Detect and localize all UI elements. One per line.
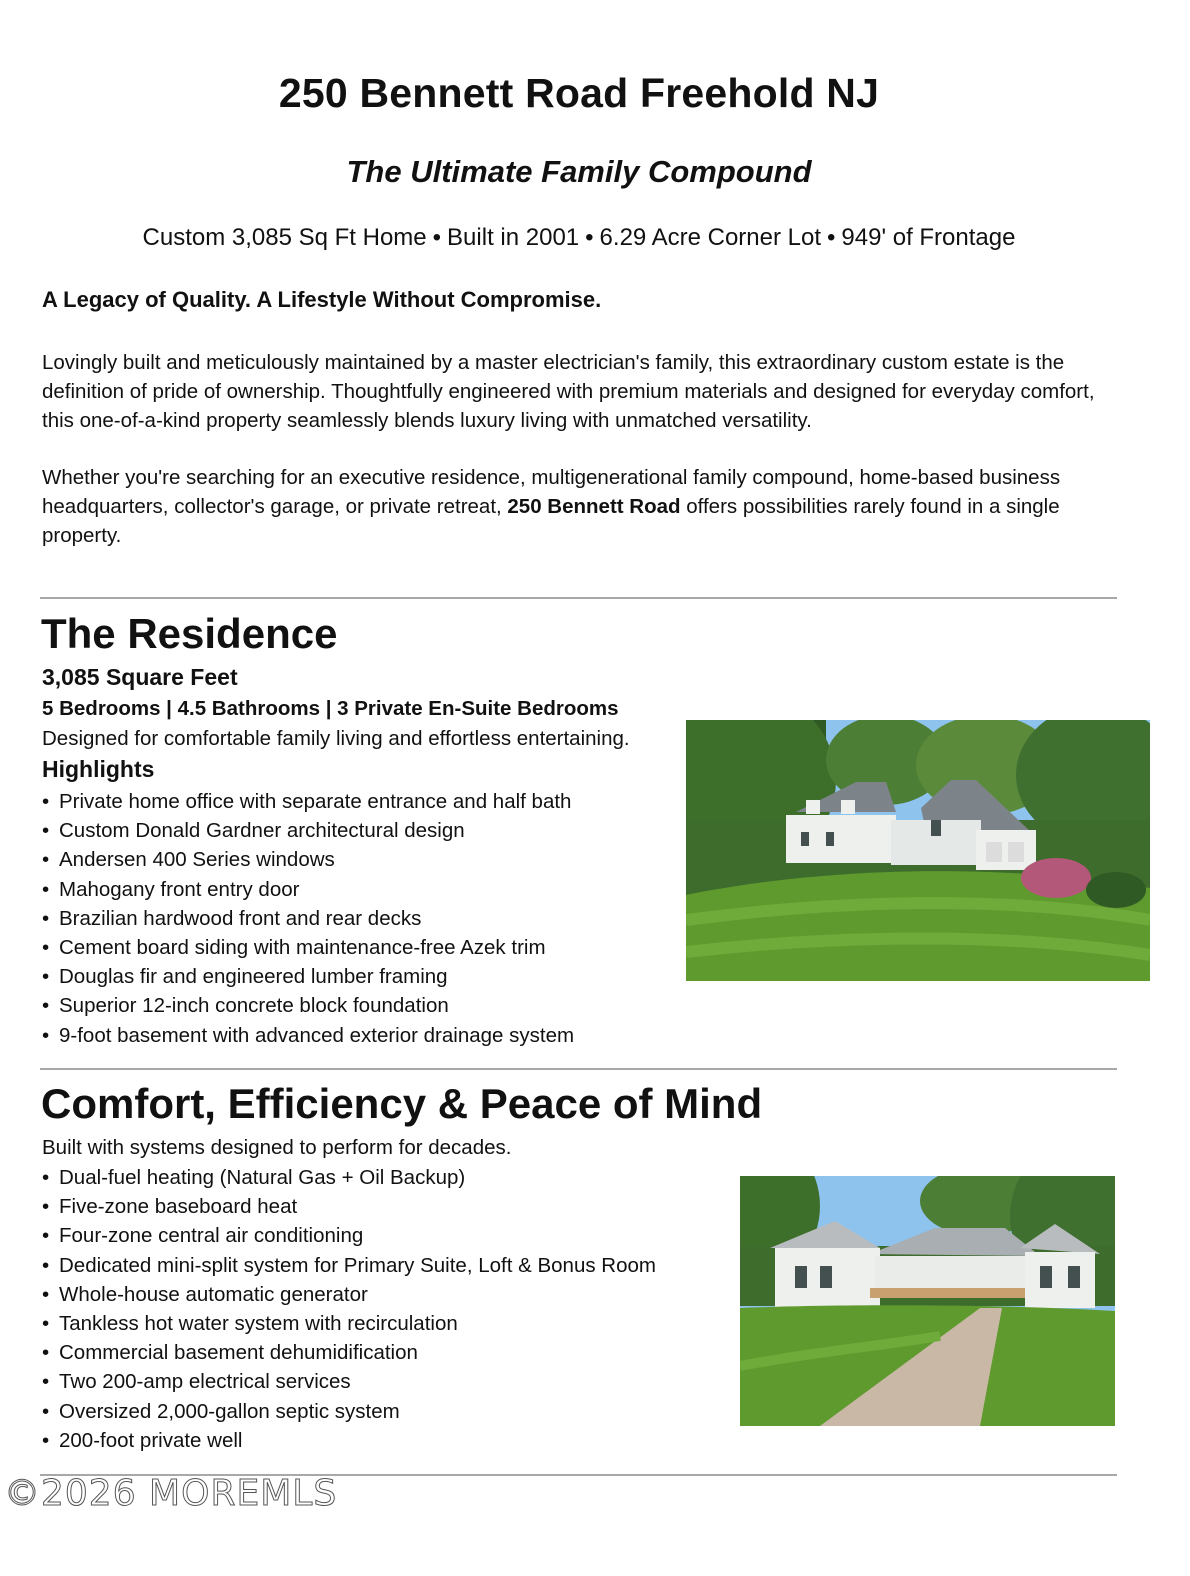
bullet-icon: • bbox=[42, 790, 50, 813]
list-item-text: Commercial basement dehumidification bbox=[59, 1341, 418, 1365]
fact-lot: 6.29 Acre Corner Lot bbox=[599, 224, 822, 251]
list-item bbox=[42, 962, 574, 991]
intro-address-bold: 250 Bennett Road bbox=[507, 495, 681, 518]
bullet-icon: • bbox=[42, 1428, 50, 1452]
list-item bbox=[42, 933, 574, 962]
copyright-watermark: ©2026 MOREMLS bbox=[4, 1473, 338, 1514]
bullet-icon: • bbox=[42, 1023, 50, 1047]
list-item-text: Douglas fir and engineered lumber framing bbox=[59, 965, 448, 989]
list-item bbox=[42, 1163, 656, 1192]
house-rear-illustration bbox=[740, 1176, 1115, 1426]
house-front-photo bbox=[686, 720, 1150, 981]
fact-separator: • bbox=[585, 224, 594, 251]
list-item bbox=[42, 787, 574, 816]
list-item bbox=[42, 1338, 656, 1367]
list-item-text: Dedicated mini-split system for Primary Suite, Loft & Bonus Room bbox=[59, 1253, 656, 1277]
house-front-illustration bbox=[686, 720, 1150, 981]
bullet-icon: • bbox=[42, 1195, 50, 1219]
bullet-icon: • bbox=[42, 994, 50, 1018]
list-item bbox=[42, 1367, 656, 1396]
list-item bbox=[42, 1397, 656, 1426]
page-subtitle: The Ultimate Family Compound bbox=[346, 154, 812, 189]
intro-paragraph-2-start: Whether you're searching for an executive residence, multigenerational family compound, home-based business headquarters, collector's garage, or private retreat, bbox=[42, 466, 1061, 518]
list-item bbox=[42, 1192, 656, 1221]
tagline: A Legacy of Quality. A Lifestyle Without Compromise. bbox=[42, 287, 602, 312]
list-item-text: Andersen 400 Series windows bbox=[59, 848, 335, 872]
bullet-icon: • bbox=[42, 906, 50, 930]
systems-list bbox=[42, 1163, 656, 1455]
bullet-icon: • bbox=[42, 1253, 50, 1277]
list-item bbox=[42, 1251, 656, 1280]
bullet-icon: • bbox=[42, 877, 50, 901]
intro-paragraph-1: Lovingly built and meticulously maintained by a master electrician's family, this extraordinary custom estate is the definition of pride of ownership. Thoughtfully engineered with premium materials and designed for everyday comfort, this one-of-a-kind property seamlessly blends luxury living with unmatched versatility. bbox=[42, 351, 1095, 432]
list-item-text: Two 200-amp electrical services bbox=[59, 1370, 351, 1394]
list-item-text: Custom Donald Gardner architectural design bbox=[59, 819, 465, 843]
list-item-text: 200-foot private well bbox=[59, 1428, 243, 1452]
fact-separator: • bbox=[827, 224, 836, 251]
highlights-list bbox=[42, 787, 574, 1050]
list-item-text: Superior 12-inch concrete block foundation bbox=[59, 994, 449, 1018]
residence-sqft: 3,085 Square Feet bbox=[42, 664, 238, 690]
list-item bbox=[42, 1309, 656, 1338]
bullet-icon: • bbox=[42, 848, 50, 872]
list-item-text: Five-zone baseboard heat bbox=[59, 1195, 298, 1219]
highlights-heading: Highlights bbox=[42, 756, 155, 782]
section-divider bbox=[40, 597, 1117, 599]
list-item-text: Dual-fuel heating (Natural Gas + Oil Backup) bbox=[59, 1166, 466, 1189]
list-item-text: Cement board siding with maintenance-free Azek trim bbox=[59, 936, 546, 960]
list-item-text: Brazilian hardwood front and rear decks bbox=[59, 906, 422, 930]
bullet-icon: • bbox=[42, 1370, 50, 1394]
comfort-intro: Built with systems designed to perform for decades. bbox=[42, 1136, 512, 1159]
bullet-icon: • bbox=[42, 1166, 50, 1189]
list-item-text: Oversized 2,000-gallon septic system bbox=[59, 1399, 400, 1423]
comfort-heading: Comfort, Efficiency & Peace of Mind bbox=[41, 1080, 763, 1127]
list-item-text: Tankless hot water system with recirculation bbox=[59, 1312, 458, 1336]
list-item-text: Mahogany front entry door bbox=[59, 877, 300, 901]
list-item bbox=[42, 845, 574, 874]
fact-frontage: 949' of Frontage bbox=[841, 224, 1016, 251]
fact-sqft: Custom 3,085 Sq Ft Home bbox=[142, 224, 427, 251]
list-item bbox=[42, 991, 574, 1020]
bullet-icon: • bbox=[42, 965, 50, 989]
fact-separator: • bbox=[432, 224, 442, 251]
list-item bbox=[42, 816, 574, 845]
list-item bbox=[42, 1221, 656, 1250]
list-item-text: Private home office with separate entrance and half bath bbox=[59, 790, 572, 813]
residence-heading: The Residence bbox=[41, 610, 338, 657]
section-divider bbox=[40, 1068, 1117, 1070]
list-item bbox=[42, 904, 574, 933]
bullet-icon: • bbox=[42, 1312, 50, 1336]
page-title: 250 Bennett Road Freehold NJ bbox=[278, 70, 880, 116]
residence-rooms: 5 Bedrooms | 4.5 Bathrooms | 3 Private En-Suite Bedrooms bbox=[42, 697, 619, 720]
bullet-icon: • bbox=[42, 936, 50, 960]
list-item-text: 9-foot basement with advanced exterior drainage system bbox=[59, 1023, 575, 1047]
list-item-text: Whole-house automatic generator bbox=[59, 1282, 368, 1306]
bullet-icon: • bbox=[42, 819, 50, 843]
intro-paragraph-2 bbox=[42, 463, 1132, 550]
house-rear-photo bbox=[740, 1176, 1115, 1426]
residence-description: Designed for comfortable family living and effortless entertaining. bbox=[42, 727, 630, 750]
bullet-icon: • bbox=[42, 1282, 50, 1306]
list-item bbox=[42, 875, 574, 904]
list-item-text: Four-zone central air conditioning bbox=[59, 1224, 364, 1248]
bullet-icon: • bbox=[42, 1399, 50, 1423]
list-item bbox=[42, 1021, 574, 1050]
intro-paragraph-2-end: offers possibilities rarely found in a single property. bbox=[42, 495, 1060, 547]
list-item bbox=[42, 1426, 656, 1455]
property-facts bbox=[0, 224, 1158, 252]
list-item bbox=[42, 1280, 656, 1309]
bullet-icon: • bbox=[42, 1341, 50, 1365]
fact-built: Built in 2001 bbox=[447, 224, 580, 251]
bullet-icon: • bbox=[42, 1224, 50, 1248]
